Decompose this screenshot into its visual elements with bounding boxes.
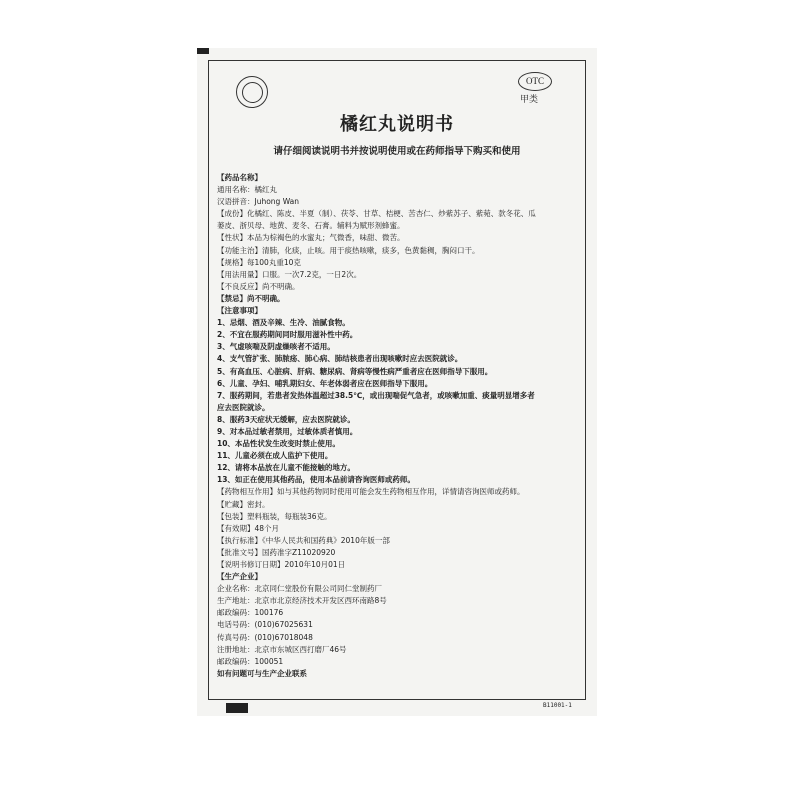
leaflet-line: 【生产企业】 <box>217 572 262 582</box>
brand-seal-icon <box>236 76 268 108</box>
leaflet-line: 电话号码：(010)67025631 <box>217 620 313 630</box>
leaflet-line: 【执行标准】《中华人民共和国药典》2010年版一部 <box>217 535 390 545</box>
leaflet-line: 通用名称：橘红丸 <box>217 185 277 195</box>
leaflet-line: 【药品名称】 <box>217 173 262 182</box>
corner-mark-bottom-left <box>226 703 248 713</box>
leaflet-line: 【不良反应】尚不明确。 <box>217 281 300 291</box>
leaflet-line: 12、请将本品放在儿童不能接触的地方。 <box>217 463 355 473</box>
leaflet-line: 7、服药期间，若患者发热体温超过38.5℃，或出现喘促气急者，或咳嗽加重、痰量明显增多者 <box>217 390 535 400</box>
leaflet-line: 2、不宜在服药期间同时服用滋补性中药。 <box>217 330 358 340</box>
otc-badge: OTC <box>518 72 552 91</box>
leaflet-line: 【批准文号】国药准字Z11020920 <box>217 547 336 557</box>
corner-mark-top-left <box>197 48 209 54</box>
leaflet-line: 【注意事项】 <box>217 306 262 316</box>
leaflet-line: 应去医院就诊。 <box>217 402 270 412</box>
leaflet-line: 13、如正在使用其他药品，使用本品前请咨询医师或药师。 <box>217 475 415 485</box>
leaflet-body <box>217 172 577 680</box>
leaflet-subtitle: 请仔细阅读说明书并按说明使用或在药师指导下购买和使用 <box>273 146 521 157</box>
leaflet-line: 【药物相互作用】如与其他药物同时使用可能会发生药物相互作用，详情请咨询医师或药师。 <box>217 487 525 497</box>
leaflet-line: 【规格】每100丸重10克 <box>217 257 301 267</box>
leaflet-line: 10、本品性状发生改变时禁止使用。 <box>217 439 340 449</box>
leaflet-line: 传真号码：(010)67018048 <box>217 632 313 642</box>
leaflet-line: 【包装】塑料瓶装，每瓶装36克。 <box>217 511 332 521</box>
leaflet-line: 8、服药3天症状无缓解，应去医院就诊。 <box>217 414 355 424</box>
otc-class-label: 甲类 <box>520 95 539 105</box>
leaflet-title: 橘红丸说明书 <box>340 114 454 135</box>
leaflet-line: 【有效期】48个月 <box>217 523 280 533</box>
leaflet-line: 【用法用量】口服。一次7.2克，一日2次。 <box>217 269 362 279</box>
leaflet-line: 邮政编码：100051 <box>217 656 284 666</box>
leaflet-line: 【成份】化橘红、陈皮、半夏（制）、茯苓、甘草、桔梗、苦杏仁、炒紫苏子、紫菀、款冬花、瓜 <box>217 209 536 219</box>
leaflet-line: 3、气虚咳喘及阴虚燥咳者不适用。 <box>217 342 335 352</box>
leaflet-line: 如有问题可与生产企业联系 <box>217 668 307 678</box>
leaflet-line: 【说明书修订日期】2010年10月01日 <box>217 560 346 569</box>
print-code: B11001-1 <box>543 702 572 709</box>
leaflet-line: 4、支气管扩张、肺脓疡、肺心病、肺结核患者出现咳嗽时应去医院就诊。 <box>217 354 463 364</box>
leaflet-line: 1、忌烟、酒及辛辣、生冷、油腻食物。 <box>217 318 350 328</box>
leaflet-line: 生产地址：北京市北京经济技术开发区西环南路8号 <box>217 596 387 606</box>
leaflet-line: 汉语拼音：Juhong Wan <box>217 197 299 207</box>
leaflet-line: 邮政编码：100176 <box>217 608 284 618</box>
leaflet-line: 【禁忌】尚不明确。 <box>217 293 285 303</box>
leaflet-line: 11、儿童必须在成人监护下使用。 <box>217 451 333 461</box>
leaflet-line: 蒌皮、浙贝母、地黄、麦冬、石膏。辅料为赋形剂蜂蜜。 <box>217 221 405 231</box>
leaflet-line: 9、对本品过敏者禁用，过敏体质者慎用。 <box>217 426 358 436</box>
leaflet-line: 企业名称：北京同仁堂股份有限公司同仁堂制药厂 <box>217 584 382 594</box>
leaflet-line: 【贮藏】密封。 <box>217 499 270 509</box>
leaflet-line: 【功能主治】清肺，化痰，止咳。用于痰热咳嗽，痰多，色黄黏稠，胸闷口干。 <box>217 245 480 255</box>
leaflet-line: 6、儿童、孕妇、哺乳期妇女、年老体弱者应在医师指导下服用。 <box>217 378 433 388</box>
leaflet-line: 注册地址：北京市东城区西打磨厂46号 <box>217 644 347 654</box>
leaflet-line: 【性状】本品为棕褐色的水蜜丸；气微香，味甜、微苦。 <box>217 233 405 243</box>
leaflet-line: 5、有高血压、心脏病、肝病、糖尿病、肾病等慢性病严重者应在医师指导下服用。 <box>217 366 493 376</box>
